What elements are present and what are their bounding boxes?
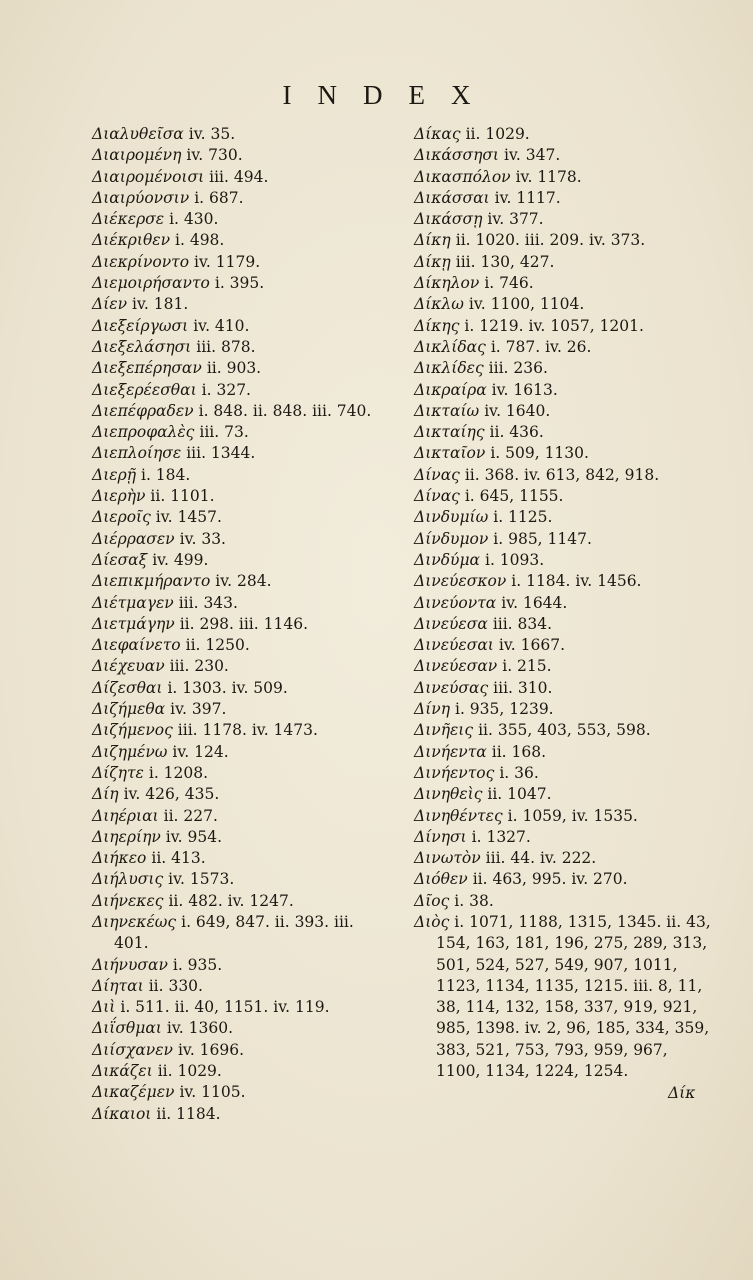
index-references: i. 848. ii. 848. iii. 740.: [198, 401, 372, 420]
index-entry: [414, 869, 714, 890]
index-references: iv. 499.: [152, 550, 209, 569]
index-headword: Δικάσσῃ: [414, 210, 483, 229]
index-headword: Δίνδυμον: [414, 529, 489, 548]
index-headword: Διεκρίνοντο: [92, 252, 190, 271]
index-headword: Δινεύεσα: [414, 614, 488, 633]
index-references: iv. 1105.: [179, 1083, 246, 1102]
index-references: i. 935, 1239.: [454, 700, 554, 719]
index-entry: [414, 784, 714, 805]
index-headword: Διεφαίνετο: [92, 636, 181, 655]
index-entry: [92, 188, 392, 209]
index-references: iv. 35.: [188, 125, 236, 143]
index-headword: Δίκαιοι: [92, 1104, 152, 1123]
index-headword: Δίηται: [92, 976, 144, 995]
index-headword: Διήλυσις: [92, 870, 164, 889]
index-column-left: [92, 124, 392, 1125]
index-references: iii. 230.: [169, 657, 229, 676]
index-entry: [92, 827, 392, 848]
index-references: iv. 1573.: [168, 870, 235, 889]
index-entry: [414, 806, 714, 827]
index-headword: Διέρρασεν: [92, 529, 175, 548]
index-references: iii. 44. iv. 222.: [485, 849, 597, 868]
index-references: iii. 1178. iv. 1473.: [177, 721, 318, 740]
index-references: iii. 73.: [199, 423, 249, 442]
index-headword: Διαιρομένη: [92, 146, 182, 165]
index-entry: [414, 529, 714, 550]
index-entry: [414, 465, 714, 486]
index-references: i. 1093.: [485, 550, 545, 569]
index-entry: [92, 294, 392, 315]
index-headword: Δικταῖον: [414, 444, 486, 463]
index-references: iv. 124.: [172, 742, 229, 761]
index-entry: [414, 593, 714, 614]
index-references: iii. 494.: [209, 167, 269, 186]
index-entry: [414, 316, 714, 337]
index-headword: Διέτμαγεν: [92, 593, 174, 612]
index-headword: Διίσχανεν: [92, 1040, 173, 1059]
index-entry: [92, 209, 392, 230]
index-headword: Διετμάγην: [92, 614, 175, 633]
index-headword: Διεμοιρήσαντο: [92, 274, 210, 293]
index-entry: [414, 656, 714, 677]
index-references: iii. 343.: [178, 593, 238, 612]
index-references: ii. 903.: [206, 359, 262, 378]
index-headword: Διερῇ: [92, 465, 136, 484]
index-headword: Δικλίδες: [414, 359, 484, 378]
index-entry: [414, 230, 714, 251]
index-references: i. 36.: [499, 763, 539, 782]
index-references: ii. 463, 995. iv. 270.: [472, 870, 628, 889]
index-entry: [92, 337, 392, 358]
index-entry: [414, 337, 714, 358]
index-headword: Διεπικμήραντο: [92, 572, 211, 591]
index-entry: [92, 997, 392, 1018]
index-references: i. 395.: [214, 274, 265, 293]
index-references: iii. 834.: [492, 614, 553, 633]
index-references: iv. 1100, 1104.: [468, 295, 585, 314]
index-references: iv. 397.: [170, 700, 227, 719]
index-headword: Διόθεν: [414, 870, 468, 889]
index-headword: Δίη: [92, 785, 119, 804]
index-entry: [414, 912, 714, 1082]
index-entry: [92, 252, 392, 273]
index-headword: Διέκερσε: [92, 210, 165, 229]
index-references: ii. 227.: [163, 806, 218, 825]
index-references: iv. 426, 435.: [123, 785, 220, 804]
index-headword: Δίνας: [414, 487, 460, 506]
index-headword: Δινεύοντα: [414, 593, 497, 612]
index-headword: Δινεύεσκον: [414, 572, 507, 591]
index-headword: Δικραίρα: [414, 380, 487, 399]
index-references: iv. 377.: [487, 210, 544, 229]
index-headword: Διερὴν: [92, 487, 146, 506]
index-entry: [414, 699, 714, 720]
index-references: i. 1059, iv. 1535.: [507, 806, 638, 825]
index-entry: [92, 465, 392, 486]
index-headword: Διεροῖς: [92, 508, 151, 527]
index-headword: Δικλίδας: [414, 337, 486, 356]
index-references: i. 1208.: [148, 763, 209, 782]
index-entry: [414, 443, 714, 464]
index-references: iv. 730.: [186, 146, 243, 165]
index-references: i. 509, 1130.: [490, 444, 589, 463]
index-entry: [414, 401, 714, 422]
index-references: iv. 1178.: [515, 167, 582, 186]
index-headword: Διηέριαι: [92, 806, 159, 825]
index-references: i. 184.: [141, 465, 191, 484]
index-headword: Διήνεκες: [92, 891, 164, 910]
index-references: iii. 130, 427.: [455, 252, 555, 271]
index-headword: Δινδύμα: [414, 550, 480, 569]
index-entry: [92, 635, 392, 656]
index-headword: Δίκης: [414, 316, 460, 335]
index-headword: Διηνεκέως: [92, 912, 177, 931]
index-entry: [92, 912, 392, 955]
index-references: ii. 413.: [151, 849, 206, 868]
index-references: i. 1125.: [493, 508, 553, 527]
index-entry: [92, 443, 392, 464]
index-references: iv. 33.: [179, 529, 226, 548]
index-references: iv. 1667.: [498, 636, 565, 655]
index-entry: [92, 507, 392, 528]
index-entry: [92, 571, 392, 592]
index-entry: [92, 529, 392, 550]
index-entry: [414, 145, 714, 166]
index-headword: Διεπροφαλὲς: [92, 423, 195, 442]
index-headword: Δινωτὸν: [414, 849, 481, 868]
index-entry: [92, 1082, 392, 1103]
index-headword: Δινεύεσαι: [414, 636, 494, 655]
index-references: iv. 181.: [132, 295, 189, 314]
index-entry: [92, 593, 392, 614]
index-references: iv. 1117.: [494, 188, 561, 207]
index-entry: [92, 955, 392, 976]
index-references: i. 1327.: [471, 827, 531, 846]
index-references: iv. 1179.: [194, 252, 261, 271]
index-references: i. 1219. iv. 1057, 1201.: [464, 316, 644, 335]
index-entry: [414, 550, 714, 571]
index-entry: [92, 358, 392, 379]
index-headword: Διαιρομένοισι: [92, 167, 205, 186]
index-headword: Δικταίω: [414, 401, 480, 420]
index-entry: [92, 1040, 392, 1061]
index-entry: [414, 891, 714, 912]
index-headword: Δινηθεὶς: [414, 785, 483, 804]
index-references: iv. 1644.: [501, 593, 568, 612]
index-references: i. 327.: [201, 380, 251, 399]
index-headword: Δίκλω: [414, 295, 464, 314]
index-references: i. 430.: [169, 210, 219, 229]
index-entry: [414, 827, 714, 848]
index-references: iv. 1360.: [166, 1019, 233, 1038]
index-references: ii. 1101.: [150, 487, 215, 506]
index-headword: Δικάσσησι: [414, 146, 500, 165]
index-references: ii. 1029.: [465, 125, 530, 143]
index-references: i. 687.: [194, 188, 244, 207]
index-entry: [414, 358, 714, 379]
index-headword: Δίκηλον: [414, 274, 480, 293]
index-entry: [92, 316, 392, 337]
index-entry: [92, 1018, 392, 1039]
index-references: i. 935.: [172, 955, 223, 974]
index-entry: [92, 784, 392, 805]
index-references: iii. 236.: [488, 359, 548, 378]
index-headword: Διὸς: [414, 912, 450, 931]
index-headword: Διζήμεθα: [92, 700, 166, 719]
index-entry: [414, 848, 714, 869]
index-headword: Διέκριθεν: [92, 231, 171, 250]
index-headword: Διέχευαν: [92, 657, 165, 676]
index-references: ii. 1029.: [157, 1062, 222, 1081]
index-references: ii. 355, 403, 553, 598.: [478, 721, 651, 740]
index-entry: [414, 209, 714, 230]
index-references: ii. 330.: [148, 976, 203, 995]
index-entry: [92, 678, 392, 699]
index-references: ii. 1250.: [185, 636, 250, 655]
index-entry: [92, 869, 392, 890]
index-headword: Δικάζει: [92, 1062, 153, 1081]
index-references: i. 787. iv. 26.: [490, 337, 592, 356]
index-entry: [92, 380, 392, 401]
index-references: i. 1071, 1188, 1315, 1345. ii. 43, 154, 163, 181, 196, 275, 289, 313, 501, 524, 527, 549, 907, 1011, 1123, 1134, 1135, 1215. iii. 8, 11, 38, 114, 132, 158, 337, 919, 921, 985, 1398. iv. 2, 96, 185, 334, 359, 383, 521, 753, 793, 959, 967, 1100, 1134, 1224, 1254.: [436, 912, 711, 1081]
index-headword: Διεπλοίησε: [92, 444, 182, 463]
index-references: i. 1303. iv. 509.: [167, 678, 288, 697]
index-references: ii. 368. iv. 613, 842, 918.: [464, 465, 660, 484]
index-references: iii. 1344.: [186, 444, 256, 463]
index-references: iv. 1640.: [484, 401, 551, 420]
index-headword: Δίζητε: [92, 763, 144, 782]
index-headword: Διΐσθμαι: [92, 1019, 162, 1038]
index-headword: Διαλυθεῖσα: [92, 125, 184, 143]
index-headword: Διηερίην: [92, 827, 161, 846]
index-entry: [414, 188, 714, 209]
index-entry: [92, 422, 392, 443]
index-entry: [92, 124, 392, 145]
index-headword: Διεξεπέρησαν: [92, 359, 202, 378]
index-references: i. 985, 1147.: [493, 529, 592, 548]
index-headword: Δινήεντα: [414, 742, 487, 761]
index-entry: [92, 720, 392, 741]
index-entry: [92, 1061, 392, 1082]
index-entry: [92, 273, 392, 294]
index-entry: [414, 294, 714, 315]
index-entry: [92, 848, 392, 869]
index-headword: Διεξερέεσθαι: [92, 380, 197, 399]
index-entry: [414, 614, 714, 635]
index-references: i. 215.: [502, 657, 552, 676]
page-title: INDEX: [282, 80, 497, 110]
index-headword: Δικταίης: [414, 423, 485, 442]
index-headword: Δινηθέντες: [414, 806, 503, 825]
index-references: iv. 284.: [215, 572, 272, 591]
index-references: ii. 1020. iii. 209. iv. 373.: [455, 231, 646, 250]
index-references: iv. 954.: [165, 827, 223, 846]
index-entry: [414, 507, 714, 528]
index-headword: Δίεσαξ: [92, 550, 148, 569]
index-entry: [414, 635, 714, 656]
index-entry: [92, 699, 392, 720]
index-headword: Δινεύσας: [414, 678, 489, 697]
index-headword: Δίνας: [414, 465, 460, 484]
catchword: Δίκ: [668, 1084, 696, 1102]
index-entry: [414, 742, 714, 763]
index-entry: [92, 145, 392, 166]
index-entry: [414, 167, 714, 188]
index-references: i. 498.: [175, 231, 225, 250]
index-entry: [414, 380, 714, 401]
index-references: iv. 410.: [193, 316, 250, 335]
index-entry: [414, 486, 714, 507]
index-entry: [414, 273, 714, 294]
index-references: iii. 878.: [196, 337, 256, 356]
index-references: i. 649, 847. ii. 393. iii. 401.: [114, 912, 354, 953]
index-entry: [92, 976, 392, 997]
index-references: ii. 436.: [489, 423, 544, 442]
index-entry: [92, 742, 392, 763]
index-entry: [414, 763, 714, 784]
index-references: ii. 1047.: [487, 785, 552, 804]
index-headword: Δίζεσθαι: [92, 678, 163, 697]
index-headword: Διεξείργωσι: [92, 316, 189, 335]
index-headword: Δινδυμίω: [414, 508, 489, 527]
index-references: i. 511. ii. 40, 1151. iv. 119.: [120, 998, 330, 1017]
index-entry: [92, 486, 392, 507]
index-headword: Δινῆεις: [414, 721, 474, 740]
index-headword: Διζήμενος: [92, 721, 173, 740]
index-references: iv. 1613.: [491, 380, 558, 399]
index-headword: Δίκη: [414, 231, 451, 250]
index-headword: Δίκῃ: [414, 252, 451, 271]
index-entry: [92, 230, 392, 251]
index-references: iv. 1457.: [155, 508, 222, 527]
index-headword: Διεξελάσησι: [92, 337, 192, 356]
index-headword: Διεπέφραδεν: [92, 401, 194, 420]
index-entry: [92, 550, 392, 571]
index-references: i. 645, 1155.: [464, 487, 564, 506]
index-references: ii. 482. iv. 1247.: [168, 891, 294, 910]
index-column-right: [414, 124, 714, 1082]
index-headword: Διὶ: [92, 998, 116, 1017]
index-entry: [92, 806, 392, 827]
index-references: iv. 347.: [504, 146, 561, 165]
index-references: ii. 298. iii. 1146.: [179, 614, 308, 633]
index-headword: Δινήεντος: [414, 763, 495, 782]
index-entry: [92, 1104, 392, 1125]
index-headword: Δίεν: [92, 295, 128, 314]
index-references: i. 38.: [454, 891, 494, 910]
index-entry: [92, 656, 392, 677]
index-references: iv. 1696.: [177, 1040, 245, 1059]
index-headword: Διήνυσαν: [92, 955, 168, 974]
index-headword: Δίκας: [414, 125, 461, 143]
index-references: ii. 168.: [491, 742, 547, 761]
index-headword: Δικάσσαι: [414, 188, 490, 207]
index-headword: Δινεύεσαν: [414, 657, 498, 676]
index-references: iii. 310.: [493, 678, 553, 697]
index-entry: [414, 571, 714, 592]
index-references: i. 1184. iv. 1456.: [511, 572, 642, 591]
index-headword: Δικασπόλον: [414, 167, 511, 186]
index-headword: Διήκεο: [92, 849, 147, 868]
index-entry: [414, 252, 714, 273]
index-entry: [92, 614, 392, 635]
index-references: ii. 1184.: [156, 1104, 221, 1123]
index-entry: [92, 763, 392, 784]
index-headword: Διζημένω: [92, 742, 168, 761]
index-headword: Διαιρύονσιν: [92, 188, 190, 207]
index-entry: [92, 167, 392, 188]
index-headword: Δικαζέμεν: [92, 1083, 175, 1102]
index-entry: [414, 678, 714, 699]
index-entry: [414, 422, 714, 443]
index-headword: Δῖος: [414, 891, 450, 910]
index-headword: Δίνη: [414, 700, 450, 719]
index-entry: [414, 720, 714, 741]
index-entry: [92, 401, 392, 422]
index-entry: [92, 891, 392, 912]
index-references: i. 746.: [484, 274, 534, 293]
index-headword: Δίνησι: [414, 827, 467, 846]
index-entry: [414, 124, 714, 145]
